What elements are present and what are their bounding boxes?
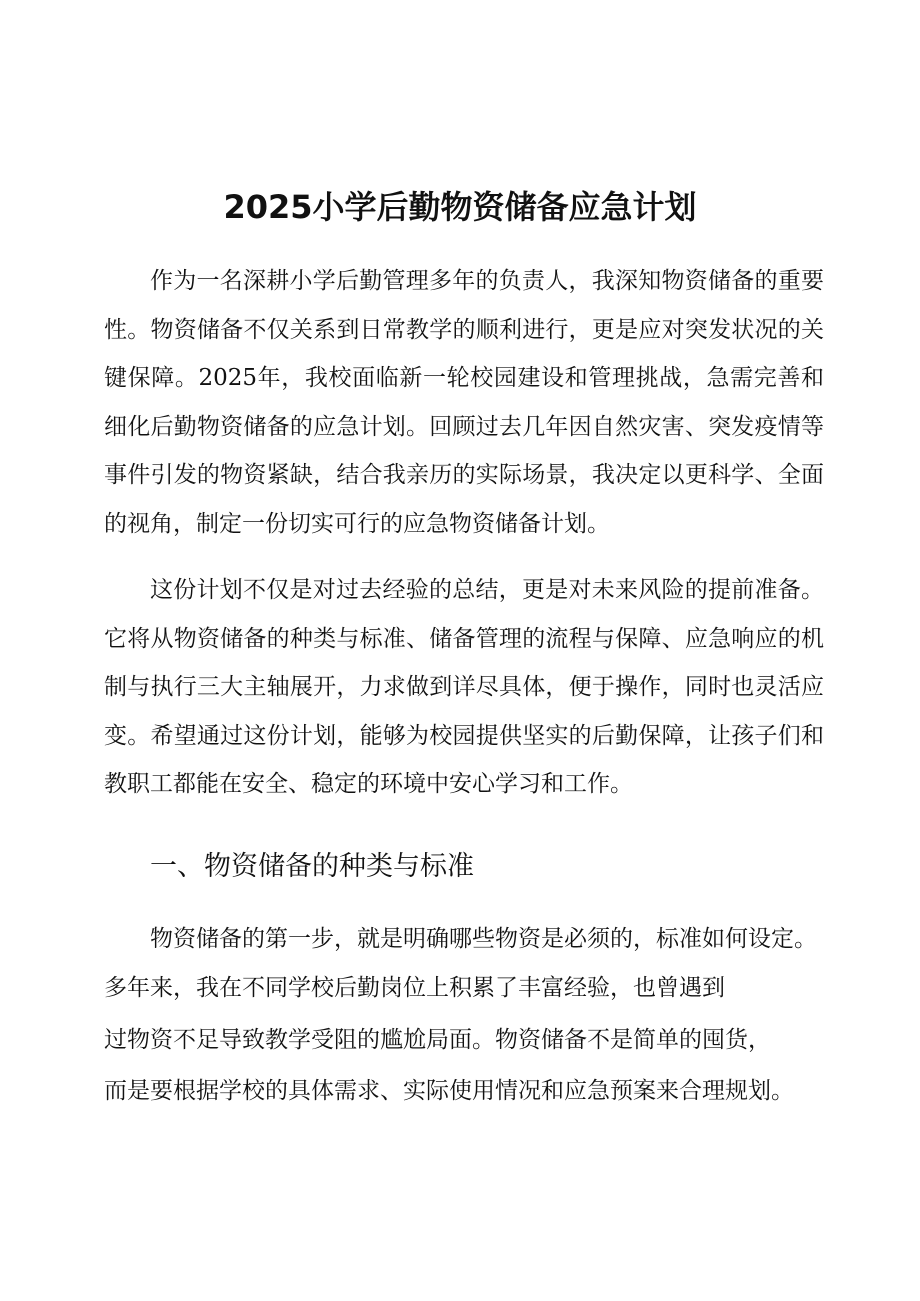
section-heading: 一、物资储备的种类与标准 [150,851,474,882]
section-paragraph-line: 多年来，我在不同学校后勤岗位上积累了丰富经验，也曾遇到 [104,975,725,1001]
intro-paragraph: 作为一名深耕小学后勤管理多年的负责人，我深知物资储备的重要性。物资储备不仅关系到日常教学的顺利进行，更是应对突发状况的关键保障。2025年，我校面临新一轮校园建设和管理挑战，急需完善和细化后勤物资储备的应急计划。回顾过去几年因自然灾害、突发疫情等事件引发的物资紧缺，结合我亲历的实际场景，我决定以更科学、全面的视角，制定一份切实可行的应急物资储备计划。 [104,268,824,537]
plan-overview-paragraph: 这份计划不仅是对过去经验的总结，更是对未来风险的提前准备。它将从物资储备的种类与标准、储备管理的流程与保障、应急响应的机制与执行三大主轴展开，力求做到详尽具体，便于操作，同时也灵活应变。希望通过这份计划，能够为校园提供坚实的后勤保障，让孩子们和教职工都能在安全、稳定的环境中安心学习和工作。 [104,577,824,797]
document-title: 2025小学后勤物资储备应急计划 [223,188,697,226]
section-paragraph-line: 过物资不足导致教学受阻的尴尬局面。物资储备不是简单的囤货， [104,1027,771,1053]
section-paragraph-first-line: 物资储备的第一步，就是明确哪些物资是必须的，标准如何设定。 [150,926,817,952]
section-paragraph-line: 而是要根据学校的具体需求、实际使用情况和应急预案来合理规划。 [104,1078,794,1104]
